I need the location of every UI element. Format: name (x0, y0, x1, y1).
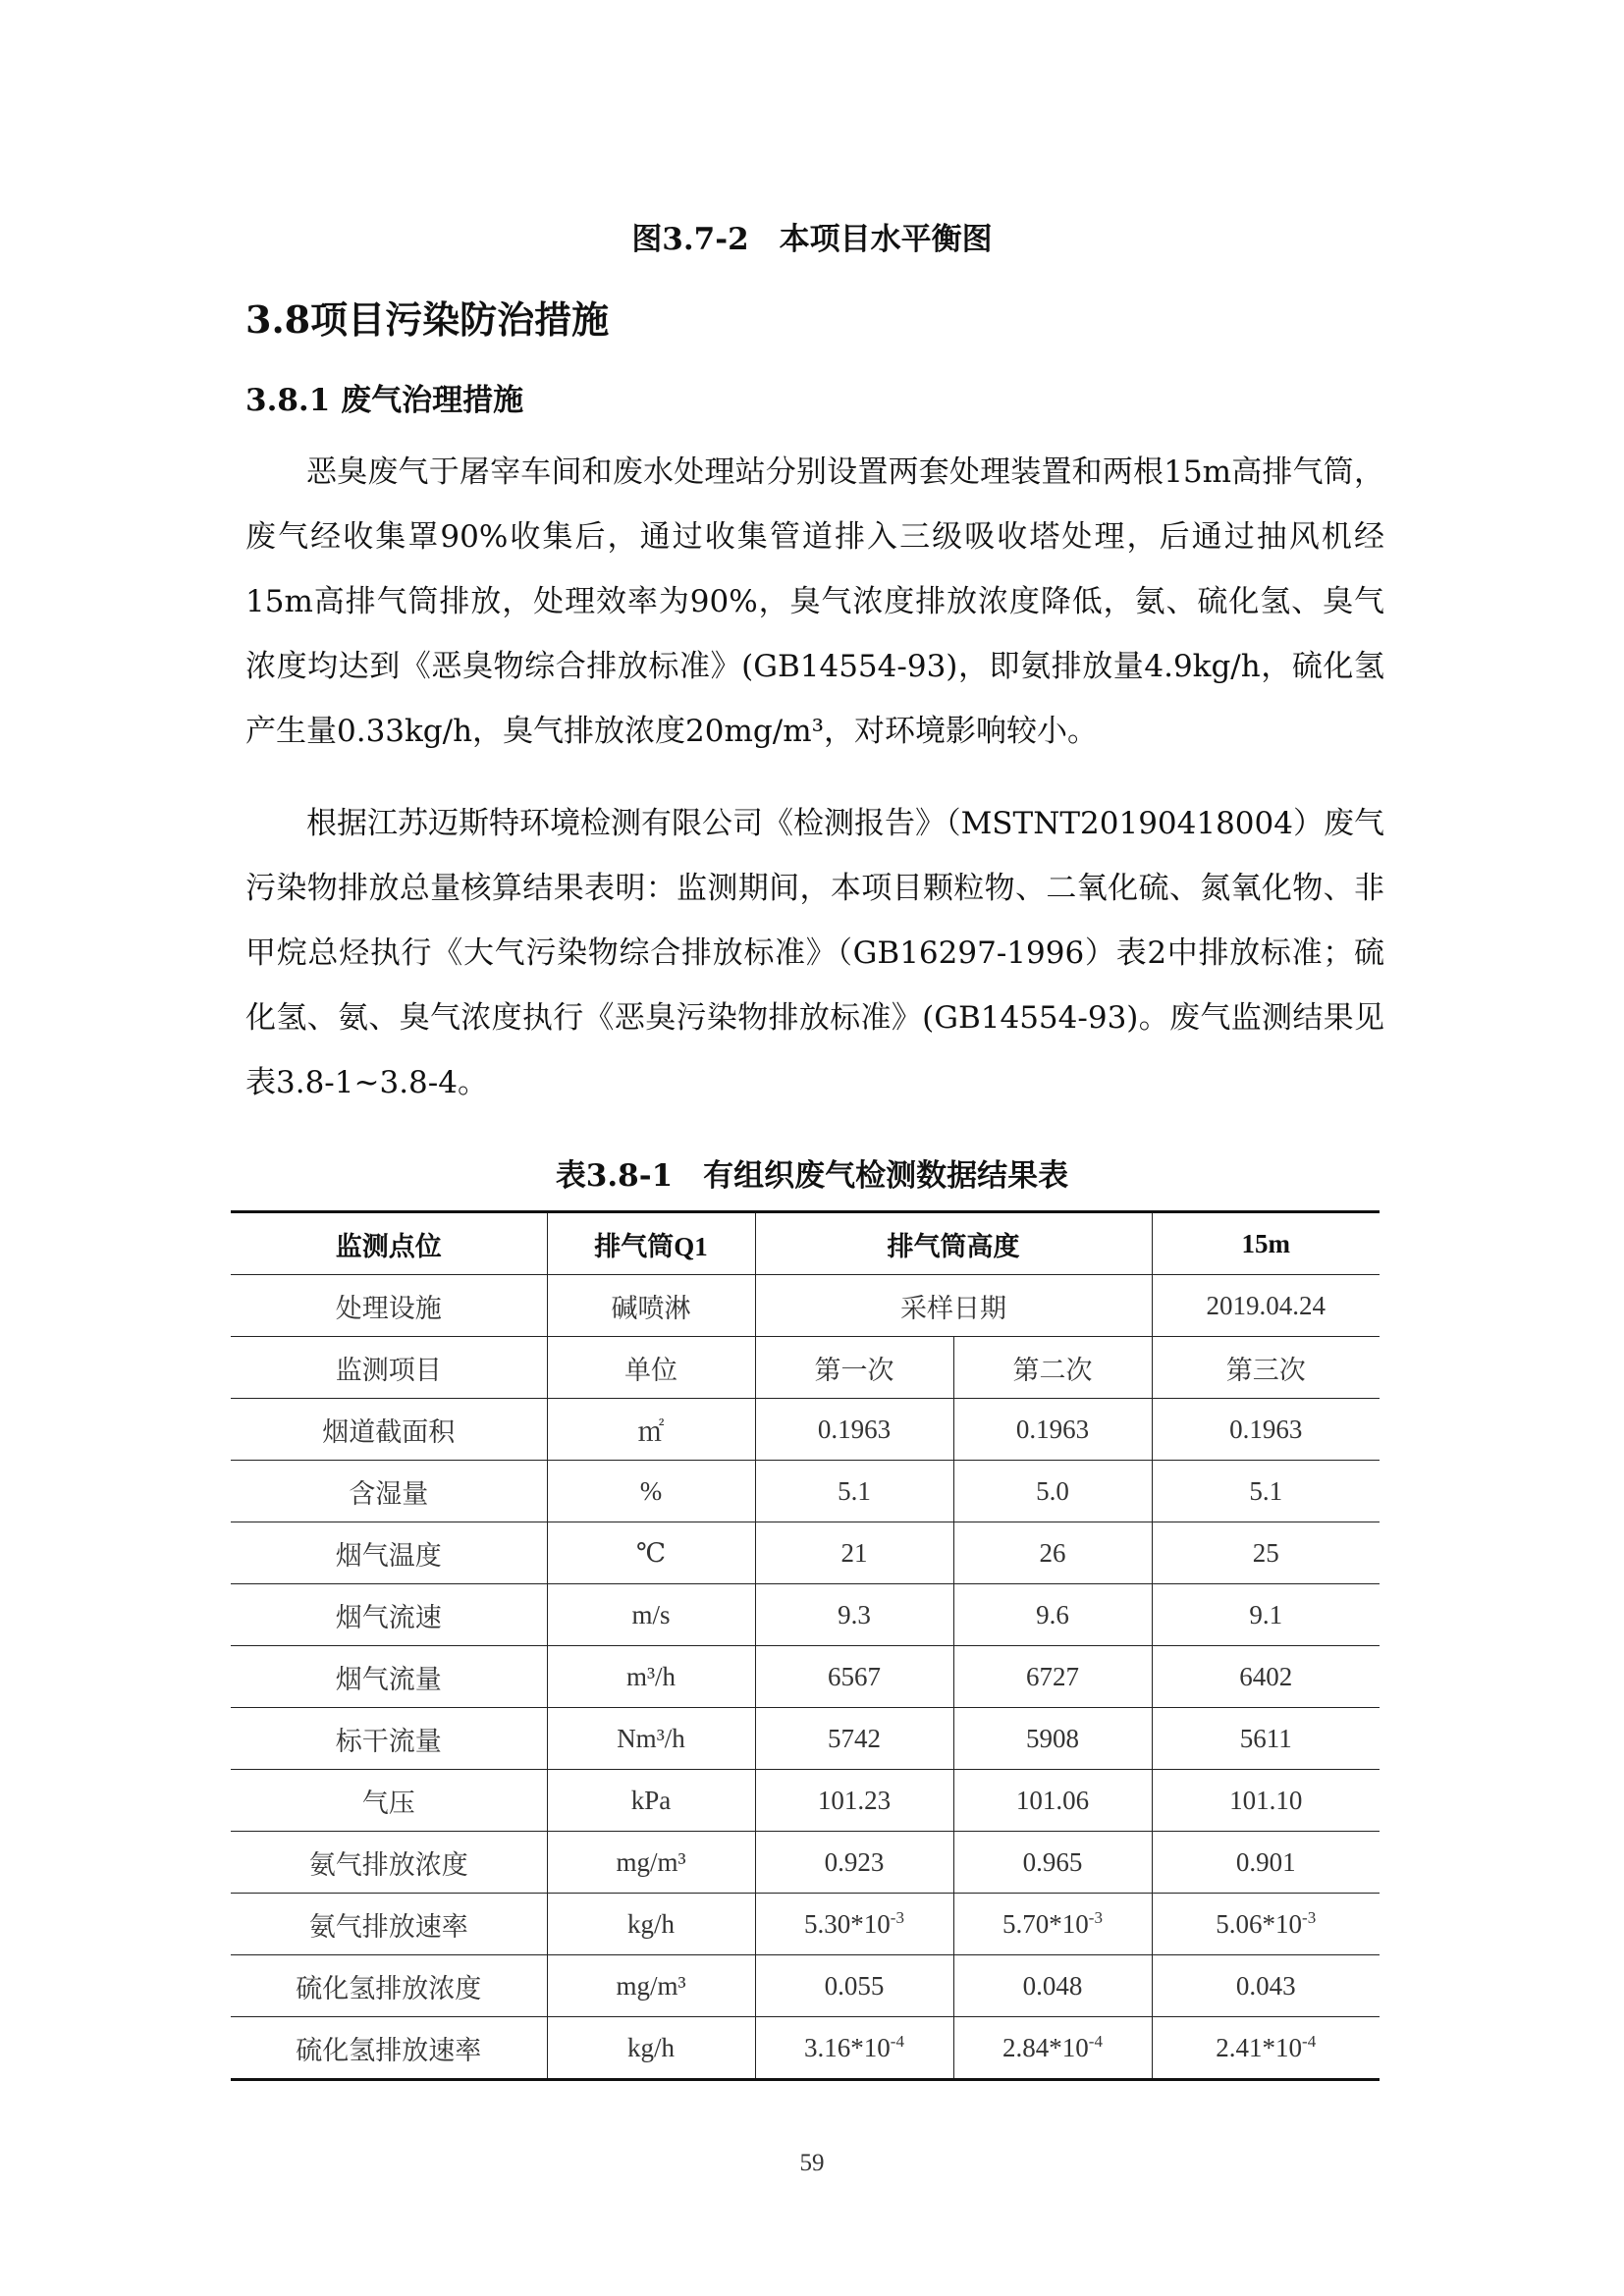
monitoring-point-value: 排气筒Q1 (547, 1212, 755, 1275)
stack-height-label: 排气筒高度 (755, 1212, 1152, 1275)
monitoring-point-label: 监测点位 (231, 1212, 547, 1275)
row-value: 5908 (953, 1708, 1152, 1770)
row-value (953, 2017, 1152, 2080)
value-base: 5.70*10 (1002, 1908, 1089, 1939)
body-paragraph: 恶臭废气于屠宰车间和废水处理站分别设置两套处理装置和两根15m高排气筒，废气经收集罩90%收集后，通过收集管道排入三级吸收塔处理，后通过抽风机经15m高排气筒排放，处理效率为90%，臭气浓度排放浓度降低，氨、硫化氢、臭气浓度均达到《恶臭物综合排放标准》(GB14554-93)，即氨排放量4.9kg/h，硫化氢产生量0.33kg/h，臭气排放浓度20mg/m³，对环境影响较小。 (245, 454, 1384, 749)
table-row (231, 1646, 1380, 1708)
row-item: 硫化氢排放浓度 (231, 1955, 547, 2017)
table-row (231, 1522, 1380, 1584)
column-header: 单位 (547, 1337, 755, 1399)
row-unit: mg/m³ (547, 1832, 755, 1894)
row-unit: Nm³/h (547, 1708, 755, 1770)
value-exponent: -4 (1088, 2031, 1103, 2051)
table-row (231, 1770, 1380, 1832)
column-header: 监测项目 (231, 1337, 547, 1399)
table-row (231, 2017, 1380, 2080)
column-header: 第三次 (1152, 1337, 1380, 1399)
row-item: 硫化氢排放速率 (231, 2017, 547, 2080)
value-exponent: -3 (1302, 1907, 1317, 1927)
table-row (231, 1894, 1380, 1955)
row-value: 6402 (1152, 1646, 1380, 1708)
value-exponent: -3 (890, 1907, 904, 1927)
row-value: 0.1963 (953, 1399, 1152, 1461)
row-value (1152, 2017, 1380, 2080)
value-base: 2.84*10 (1002, 2032, 1089, 2062)
row-unit: ㎡ (547, 1399, 755, 1461)
row-value: 5742 (755, 1708, 953, 1770)
table-header-row (231, 1212, 1380, 1275)
row-value: 9.3 (755, 1584, 953, 1646)
value-exponent: -4 (890, 2031, 904, 2051)
row-value: 0.1963 (755, 1399, 953, 1461)
row-item: 含湿量 (231, 1461, 547, 1522)
table-row (231, 1832, 1380, 1894)
row-unit: ℃ (547, 1522, 755, 1584)
row-value (1152, 1894, 1380, 1955)
table-row (231, 1584, 1380, 1646)
body-paragraph: 根据江苏迈斯特环境检测有限公司《检测报告》（MSTNT20190418004）废气污染物排放总量核算结果表明：监测期间，本项目颗粒物、二氧化硫、氮氧化物、非甲烷总烃执行《大气污染物综合排放标准》（GB16297-1996）表2中排放标准；硫化氢、氨、臭气浓度执行《恶臭污染物排放标准》(GB14554-93)。废气监测结果见表3.8-1~3.8-4。 (245, 806, 1384, 1100)
row-value: 101.10 (1152, 1770, 1380, 1832)
row-item: 烟气温度 (231, 1522, 547, 1584)
row-item: 氨气排放速率 (231, 1894, 547, 1955)
table-row (231, 1461, 1380, 1522)
column-header: 第二次 (953, 1337, 1152, 1399)
value-exponent: -4 (1302, 2031, 1317, 2051)
value-base: 2.41*10 (1216, 2032, 1303, 2062)
row-value: 101.23 (755, 1770, 953, 1832)
paragraph-block-2 (245, 791, 1384, 1115)
row-value: 25 (1152, 1522, 1380, 1584)
row-value: 5611 (1152, 1708, 1380, 1770)
sampling-date-value: 2019.04.24 (1152, 1275, 1380, 1337)
row-value: 6567 (755, 1646, 953, 1708)
row-unit: kg/h (547, 1894, 755, 1955)
row-value (755, 1894, 953, 1955)
row-unit: m/s (547, 1584, 755, 1646)
subsection-heading: 3.8.1 废气治理措施 (245, 383, 524, 418)
row-item: 标干流量 (231, 1708, 547, 1770)
row-value: 0.048 (953, 1955, 1152, 2017)
row-value: 0.055 (755, 1955, 953, 2017)
figure-caption: 图3.7-2 本项目水平衡图 (631, 222, 993, 257)
row-unit: kPa (547, 1770, 755, 1832)
row-value: 21 (755, 1522, 953, 1584)
row-unit: % (547, 1461, 755, 1522)
row-value (755, 2017, 953, 2080)
row-value: 5.1 (1152, 1461, 1380, 1522)
page-number: 59 (799, 2150, 825, 2176)
paragraph-block-1 (245, 440, 1384, 764)
facility-value: 碱喷淋 (547, 1275, 755, 1337)
row-unit: kg/h (547, 2017, 755, 2080)
row-value: 0.923 (755, 1832, 953, 1894)
table-column-header-row (231, 1337, 1380, 1399)
section-heading: 3.8项目污染防治措施 (245, 297, 610, 342)
stack-height-value: 15m (1152, 1212, 1380, 1275)
value-base: 5.30*10 (804, 1908, 891, 1939)
row-value: 0.965 (953, 1832, 1152, 1894)
row-item: 气压 (231, 1770, 547, 1832)
table-caption: 表3.8-1 有组织废气检测数据结果表 (555, 1158, 1069, 1194)
row-value: 5.0 (953, 1461, 1152, 1522)
table-row (231, 1955, 1380, 2017)
row-value: 0.1963 (1152, 1399, 1380, 1461)
row-value: 0.901 (1152, 1832, 1380, 1894)
table-row (231, 1399, 1380, 1461)
row-value: 26 (953, 1522, 1152, 1584)
facility-label: 处理设施 (231, 1275, 547, 1337)
column-header: 第一次 (755, 1337, 953, 1399)
row-value: 6727 (953, 1646, 1152, 1708)
value-base: 3.16*10 (804, 2032, 891, 2062)
table-row (231, 1275, 1380, 1337)
value-base: 5.06*10 (1216, 1908, 1303, 1939)
row-value: 5.1 (755, 1461, 953, 1522)
emission-data-table (231, 1210, 1380, 2081)
sampling-date-label: 采样日期 (755, 1275, 1152, 1337)
row-unit: m³/h (547, 1646, 755, 1708)
row-item: 烟气流量 (231, 1646, 547, 1708)
row-value: 101.06 (953, 1770, 1152, 1832)
row-value: 0.043 (1152, 1955, 1380, 2017)
row-value: 9.1 (1152, 1584, 1380, 1646)
row-item: 氨气排放浓度 (231, 1832, 547, 1894)
row-unit: mg/m³ (547, 1955, 755, 2017)
row-item: 烟气流速 (231, 1584, 547, 1646)
table-row (231, 1708, 1380, 1770)
row-item: 烟道截面积 (231, 1399, 547, 1461)
row-value (953, 1894, 1152, 1955)
row-value: 9.6 (953, 1584, 1152, 1646)
value-exponent: -3 (1088, 1907, 1103, 1927)
